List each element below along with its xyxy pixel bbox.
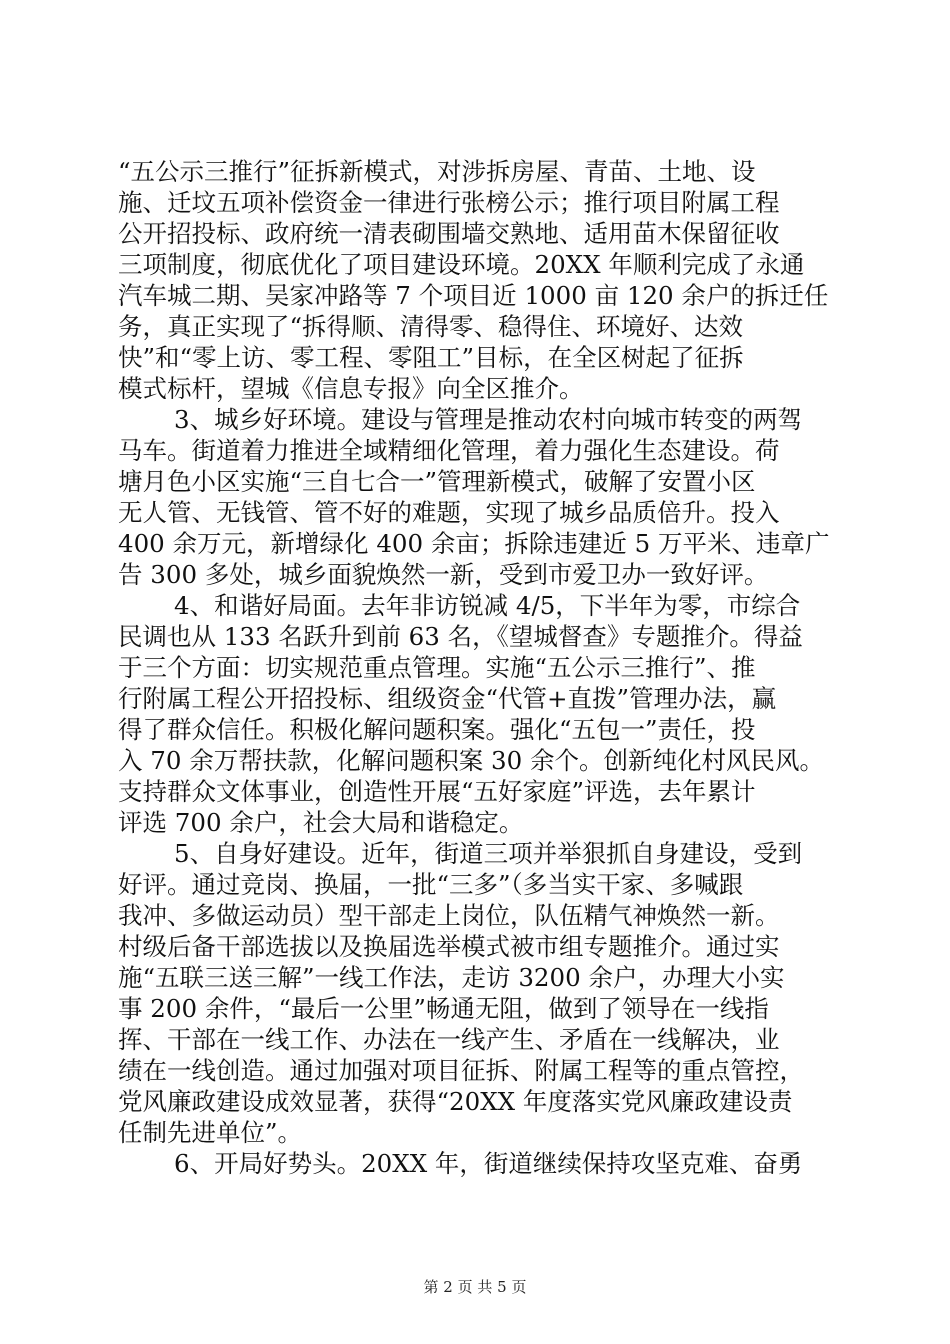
text-line: 评选 700 余户，社会大局和谐稳定。 [118, 808, 524, 837]
text-line: 汽车城二期、吴家冲路等 7 个项目近 1000 亩 120 余户的拆迁任 [118, 281, 829, 310]
text-line: 马车。街道着力推进全域精细化管理，着力强化生态建设。荷 [118, 436, 780, 465]
document-body [118, 156, 838, 1179]
text-line: 绩在一线创造。通过加强对项目征拆、附属工程等的重点管控， [118, 1056, 804, 1085]
text-line: 公开招投标、政府统一清表砌围墙交熟地、适用苗木保留征收 [118, 219, 780, 248]
text-line: 施、迁坟五项补偿资金一律进行张榜公示；推行项目附属工程 [118, 188, 780, 217]
text-line: 施“五联三送三解”一线工作法，走访 3200 余户，办理大小实 [118, 963, 785, 992]
text-line: 支持群众文体事业，创造性开展“五好家庭”评选，去年累计 [118, 777, 756, 806]
text-line: 于三个方面：切实规范重点管理。实施“五公示三推行”、推 [118, 653, 756, 682]
text-line: 模式标杆，望城《信息专报》向全区推介。 [118, 374, 584, 403]
text-line: 好评。通过竞岗、换届，一批“三多”（多当实干家、多喊跟 [118, 870, 744, 899]
text-line: 挥、干部在一线工作、办法在一线产生、矛盾在一线解决，业 [118, 1025, 780, 1054]
paragraph-heading-6: 6、开局好势头。20XX 年，街道继续保持攻坚克难、奋勇 [174, 1149, 803, 1178]
text-line: 告 300 多处，城乡面貌焕然一新，受到市爱卫办一致好评。 [118, 560, 769, 589]
paragraph-heading-3: 3、城乡好环境。建设与管理是推动农村向城市转变的两驾 [174, 405, 803, 434]
text-line: 任制先进单位”。 [118, 1118, 303, 1147]
text-line: “五公示三推行”征拆新模式，对涉拆房屋、青苗、土地、设 [118, 157, 756, 186]
text-line: 快”和“零上访、零工程、零阻工”目标，在全区树起了征拆 [118, 343, 744, 372]
text-line: 400 余万元，新增绿化 400 余亩；拆除违建近 5 万平米、违章广 [118, 529, 830, 558]
text-line: 村级后备干部选拔以及换届选举模式被市组专题推介。通过实 [118, 932, 780, 961]
text-line: 行附属工程公开招投标、组级资金“代管+直拨”管理办法，赢 [118, 684, 777, 713]
text-line: 三项制度，彻底优化了项目建设环境。20XX 年顺利完成了永通 [118, 250, 805, 279]
text-line: 我冲、多做运动员）型干部走上岗位，队伍精气神焕然一新。 [118, 901, 780, 930]
text-line: 塘月色小区实施“三自七合一”管理新模式，破解了安置小区 [118, 467, 756, 496]
text-line: 务，真正实现了“拆得顺、清得零、稳得住、环境好、达效 [118, 312, 744, 341]
text-line: 民调也从 133 名跃升到前 63 名，《望城督查》专题推介。得益 [118, 622, 803, 651]
text-line: 入 70 余万帮扶款，化解问题积案 30 余个。创新纯化村风民风。 [118, 746, 824, 775]
paragraph-heading-5: 5、自身好建设。近年，街道三项并举狠抓自身建设，受到 [174, 839, 803, 868]
text-line: 无人管、无钱管、管不好的难题，实现了城乡品质倍升。投入 [118, 498, 780, 527]
paragraph-heading-4: 4、和谐好局面。去年非访锐减 4/5，下半年为零，市综合 [174, 591, 801, 620]
page-number-footer: 第 2 页 共 5 页 [423, 1278, 527, 1296]
text-line: 得了群众信任。积极化解问题积案。强化“五包一”责任，投 [118, 715, 756, 744]
text-line: 事 200 余件，“最后一公里”畅通无阻，做到了领导在一线指 [118, 994, 769, 1023]
text-line: 党风廉政建设成效显著，获得“20XX 年度落实党风廉政建设责 [118, 1087, 793, 1116]
